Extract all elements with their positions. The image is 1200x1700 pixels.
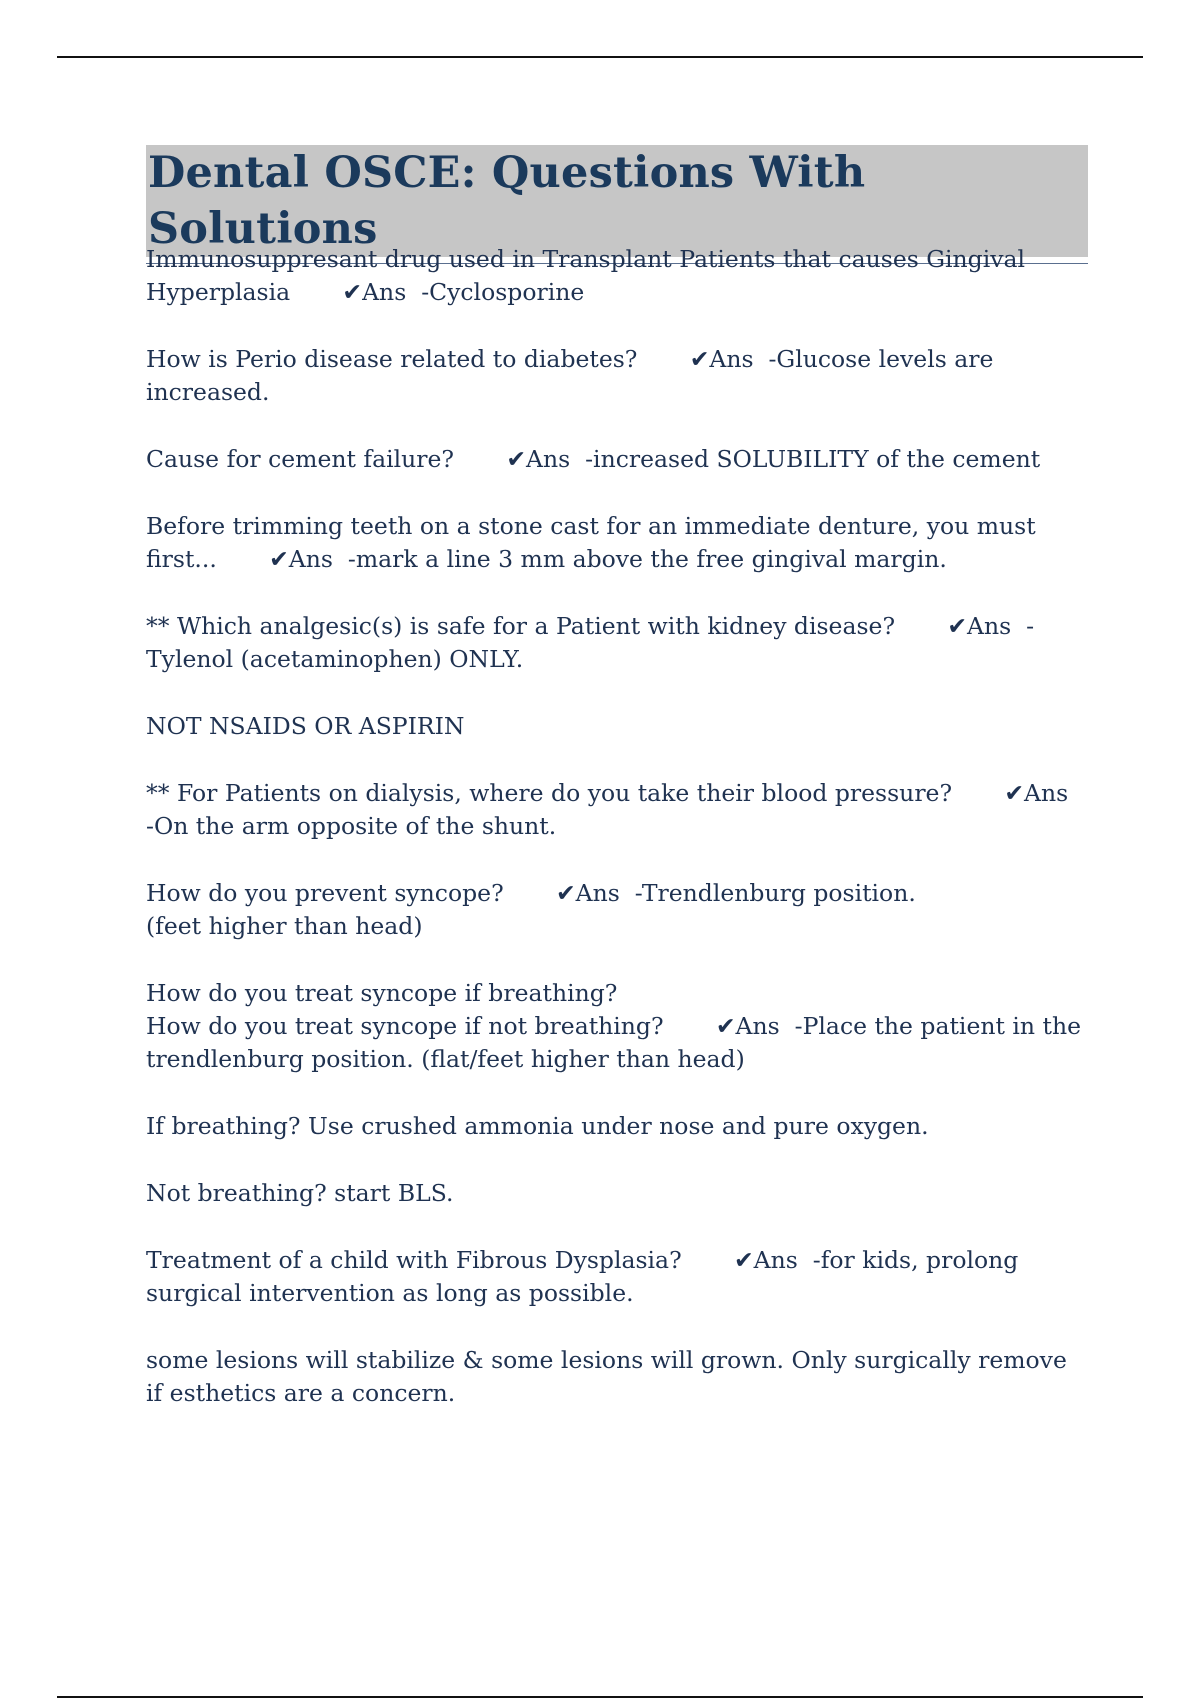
qa-paragraph	[146, 710, 1086, 743]
paragraph-line: trendlenburg position. (flat/feet higher than head)	[146, 1045, 745, 1073]
qa-paragraph	[146, 1110, 1086, 1143]
qa-paragraph	[146, 1344, 1086, 1410]
paragraph-line: Immunosuppresant drug used in Transplant Patients that causes Gingival	[146, 245, 1026, 273]
paragraph-line: (feet higher than head)	[146, 912, 423, 940]
paragraph-line: Tylenol (acetaminophen) ONLY.	[146, 645, 524, 673]
paragraph-line: How is Perio disease related to diabetes? ✔Ans -Glucose levels are	[146, 345, 994, 373]
document-body	[146, 243, 1086, 1444]
document-title: Dental OSCE: Questions With Solutions	[146, 145, 1088, 257]
paragraph-line: How do you treat syncope if breathing?	[146, 979, 618, 1007]
paragraph-line: If breathing? Use crushed ammonia under nose and pure oxygen.	[146, 1112, 929, 1140]
paragraph-line: Before trimming teeth on a stone cast for an immediate denture, you must	[146, 512, 1036, 540]
qa-paragraph	[146, 1177, 1086, 1210]
qa-paragraph	[146, 443, 1086, 476]
paragraph-line: surgical intervention as long as possible.	[146, 1279, 634, 1307]
qa-paragraph	[146, 977, 1086, 1076]
paragraph-line: ** Which analgesic(s) is safe for a Patient with kidney disease? ✔Ans -	[146, 612, 1035, 640]
paragraph-line: Hyperplasia ✔Ans -Cyclosporine	[146, 278, 585, 306]
qa-paragraph	[146, 610, 1086, 676]
qa-paragraph	[146, 510, 1086, 576]
paragraph-line: Not breathing? start BLS.	[146, 1179, 454, 1207]
paragraph-line: Cause for cement failure? ✔Ans -increased SOLUBILITY of the cement	[146, 445, 1041, 473]
paragraph-line: increased.	[146, 378, 270, 406]
paragraph-line: -On the arm opposite of the shunt.	[146, 812, 557, 840]
paragraph-line: some lesions will stabilize & some lesions will grown. Only surgically remove	[146, 1346, 1067, 1374]
paragraph-line: if esthetics are a concern.	[146, 1379, 456, 1407]
page-bottom-rule	[57, 1696, 1143, 1698]
paragraph-line: ** For Patients on dialysis, where do you take their blood pressure? ✔Ans	[146, 779, 1069, 807]
qa-paragraph	[146, 1244, 1086, 1310]
paragraph-line: NOT NSAIDS OR ASPIRIN	[146, 712, 465, 740]
paragraph-line: How do you prevent syncope? ✔Ans -Trendlenburg position.	[146, 879, 916, 907]
paragraph-line: first... ✔Ans -mark a line 3 mm above the free gingival margin.	[146, 545, 947, 573]
paragraph-line: Treatment of a child with Fibrous Dysplasia? ✔Ans -for kids, prolong	[146, 1246, 1019, 1274]
paragraph-line: How do you treat syncope if not breathing? ✔Ans -Place the patient in the	[146, 1012, 1082, 1040]
qa-paragraph	[146, 777, 1086, 843]
page-top-rule	[57, 56, 1143, 58]
qa-paragraph	[146, 877, 1086, 943]
qa-paragraph	[146, 343, 1086, 409]
qa-paragraph	[146, 243, 1086, 309]
